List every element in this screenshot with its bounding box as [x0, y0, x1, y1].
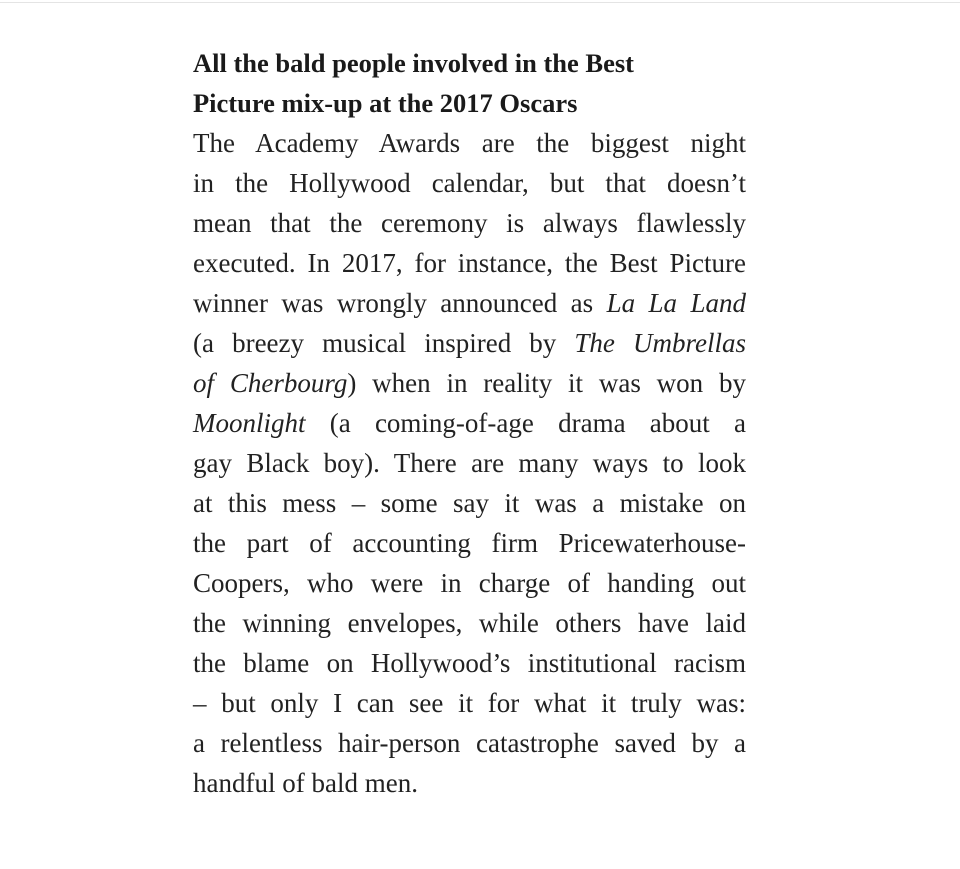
body-text-run: handful of bald men.: [193, 768, 418, 798]
body-text-run: the winning envelopes, while others have laid: [193, 608, 746, 638]
body-text-run: The Academy Awards are the biggest night: [193, 128, 746, 158]
article-body: [193, 123, 746, 803]
italic-title-text: La La Land: [606, 288, 746, 318]
body-text-run: Coopers, who were in charge of handing out: [193, 568, 746, 598]
italic-title-text: Moonlight: [193, 408, 306, 438]
italic-title-text: of Cherbourg: [193, 368, 348, 398]
body-text-run: winner was wrongly announced as: [193, 288, 607, 318]
body-line: [193, 603, 746, 643]
body-line: [193, 283, 746, 323]
body-text-run: mean that the ceremony is always flawlessly: [193, 208, 746, 238]
body-line: [193, 243, 746, 283]
body-line: [193, 163, 746, 203]
body-text-run: executed. In 2017, for instance, the Best Picture: [193, 248, 746, 278]
body-text-run: at this mess – some say it was a mistake on: [193, 488, 746, 518]
body-line: [193, 563, 746, 603]
body-text-run: a relentless hair-person catastrophe saved by a: [193, 728, 746, 758]
article: [193, 43, 746, 803]
body-line: [193, 763, 746, 803]
body-line: [193, 443, 746, 483]
body-line: [193, 683, 746, 723]
body-line: [193, 203, 746, 243]
body-text-run: (a coming-of-age drama about a: [305, 408, 746, 438]
body-line: [193, 523, 746, 563]
body-line: [193, 123, 746, 163]
body-line: [193, 363, 746, 403]
body-text-run: (a breezy musical inspired by: [193, 328, 575, 358]
body-text-run: ) when in reality it was won by: [347, 368, 746, 398]
body-text-run: the blame on Hollywood’s institutional racism: [193, 648, 746, 678]
body-text-run: gay Black boy). There are many ways to look: [193, 448, 746, 478]
article-title: All the bald people involved in the Best Picture mix-up at the 2017 Oscars: [193, 48, 634, 118]
body-line: [193, 483, 746, 523]
body-line: [193, 643, 746, 683]
top-divider: [0, 2, 960, 3]
body-text-run: – but only I can see it for what it truly was:: [193, 688, 746, 718]
italic-title-text: The Umbrellas: [574, 328, 746, 358]
body-text-run: the part of accounting firm Pricewaterhouse-: [193, 528, 746, 558]
body-line: [193, 403, 746, 443]
body-line: [193, 323, 746, 363]
body-text-run: in the Hollywood calendar, but that doesn’t: [193, 168, 746, 198]
body-line: [193, 723, 746, 763]
